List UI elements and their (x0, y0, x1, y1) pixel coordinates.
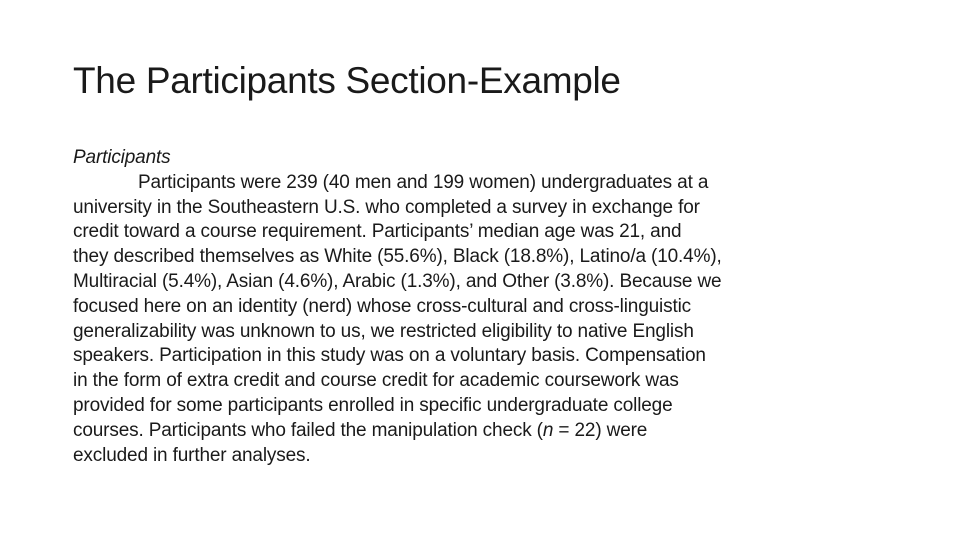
paragraph-line: generalizability was unknown to us, we restricted eligibility to native English (73, 320, 694, 342)
section-subheading: Participants (73, 147, 171, 168)
paragraph-line: in the form of extra credit and course credit for academic coursework was (73, 370, 679, 392)
slide-title: The Participants Section-Example (73, 60, 621, 101)
paragraph-line: credit toward a course requirement. Participants’ median age was 21, and (73, 221, 682, 243)
paragraph-line: Participants were 239 (40 men and 199 women) undergraduates at a (138, 171, 709, 193)
paragraph-line: they described themselves as White (55.6%), Black (18.8%), Latino/a (10.4%), (73, 246, 722, 268)
paragraph-line: provided for some participants enrolled in specific undergraduate college (73, 394, 673, 416)
paragraph-line: excluded in further analyses. (73, 444, 311, 466)
paragraph-text: courses. Participants who failed the manipulation check ( (73, 419, 543, 441)
paragraph-line (73, 419, 893, 444)
paragraph-text: = 22) were (553, 419, 648, 441)
sample-size-symbol: n (542, 419, 554, 441)
paragraph-line: Multiracial (5.4%), Asian (4.6%), Arabic (1.3%), and Other (3.8%). Because we (73, 270, 722, 292)
paragraph-line: speakers. Participation in this study was on a voluntary basis. Compensation (73, 345, 706, 367)
slide-body (73, 146, 893, 468)
paragraph-line: focused here on an identity (nerd) whose cross-cultural and cross-linguistic (73, 295, 692, 317)
paragraph-line: university in the Southeastern U.S. who completed a survey in exchange for (73, 196, 700, 218)
